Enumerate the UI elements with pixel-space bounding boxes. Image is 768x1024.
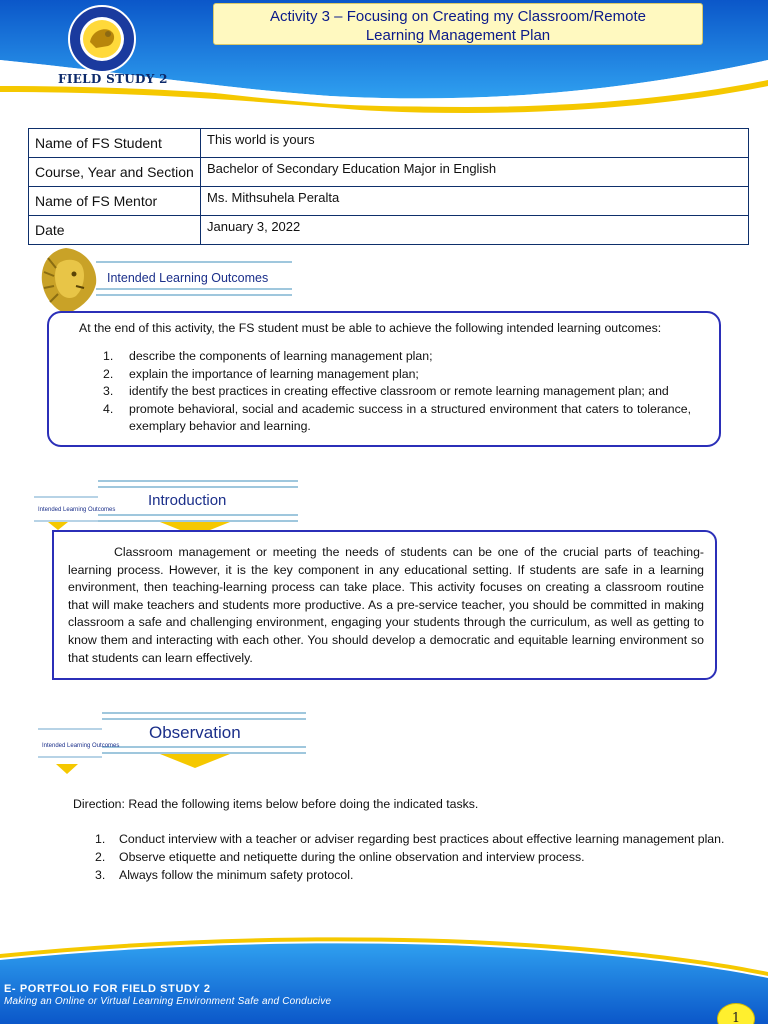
footer-title: E- PORTFOLIO FOR FIELD STUDY 2	[4, 983, 211, 995]
introduction-heading: Introduction	[148, 492, 227, 509]
observation-small-label: Intended Learning Outcomes	[42, 743, 120, 749]
list-item: 3. identify the best practices in creating effective classroom or remote learning management plan; and	[103, 384, 669, 398]
info-value: January 3, 2022	[201, 216, 749, 245]
observation-list	[95, 830, 735, 884]
program-label: FIELD STUDY 2	[58, 72, 168, 86]
info-label: Name of FS Student	[29, 129, 201, 158]
list-item: 1. Conduct interview with a teacher or adviser regarding best practices about effective learning management plan.	[95, 832, 725, 846]
outcomes-intro: At the end of this activity, the FS student must be able to achieve the following intended learning outcomes:	[79, 321, 662, 335]
footer-wave-graphic	[0, 930, 768, 1024]
introduction-banner	[34, 478, 302, 538]
info-value: Ms. Mithsuhela Peralta	[201, 187, 749, 216]
table-row	[29, 187, 749, 216]
info-label: Course, Year and Section	[29, 158, 201, 187]
observation-direction: Direction: Read the following items below before doing the indicated tasks.	[73, 797, 479, 811]
introduction-text: Classroom management or meeting the needs of students can be one of the crucial parts of teaching-learning process. However, it is the key component in any educational setting. If students are safe in a learning environment, then teaching-learning process can take place. This activity focuses on creating a classroom routine that will make teachers and students more productive. As a pre-service teacher, you should be committed in making classroom a safe and challenging environment, engaging your students through the curriculum, as well as getting to know them and interacting with each other. You should develop a democratic and equitable learning environment so that students can learn effectively.	[68, 545, 704, 665]
lion-head-icon	[36, 244, 100, 316]
list-item: 2. explain the importance of learning management plan;	[103, 366, 419, 381]
list-item: 1. describe the components of learning management plan;	[103, 349, 433, 363]
university-seal-logo	[62, 4, 142, 74]
info-label: Name of FS Mentor	[29, 187, 201, 216]
list-item: 2. Observe etiquette and netiquette during the online observation and interview process.	[95, 850, 585, 864]
list-item: 3. Always follow the minimum safety protocol.	[95, 868, 354, 882]
page-footer	[0, 930, 768, 1024]
footer-subtitle: Making an Online or Virtual Learning Environment Safe and Conducive	[4, 996, 332, 1007]
table-row	[29, 216, 749, 245]
info-value: This world is yours	[201, 129, 749, 158]
observation-banner	[36, 710, 308, 778]
observation-heading: Observation	[149, 723, 241, 742]
list-item: 4. promote behavioral, social and academic success in a structured environment that caters to tolerance, exemplary behavior and learning.	[103, 401, 691, 433]
activity-title-box	[213, 3, 703, 45]
page-number: 1	[717, 1003, 755, 1024]
info-value: Bachelor of Secondary Education Major in English	[201, 158, 749, 187]
outcomes-box	[47, 311, 721, 447]
outcomes-heading: Intended Learning Outcomes	[107, 271, 269, 285]
activity-title-line2: Learning Management Plan	[365, 27, 551, 44]
outcomes-banner	[36, 244, 306, 314]
student-info-table	[28, 128, 749, 245]
introduction-small-label: Intended Learning Outcomes	[38, 507, 116, 513]
outcomes-list	[81, 348, 691, 436]
table-row	[29, 129, 749, 158]
table-row	[29, 158, 749, 187]
activity-title-line1: Activity 3 – Focusing on Creating my Classroom/Remote	[270, 8, 646, 25]
info-label: Date	[29, 216, 201, 245]
banner-pointer-icon	[36, 710, 308, 780]
introduction-box	[52, 530, 717, 680]
page-header	[0, 0, 768, 118]
